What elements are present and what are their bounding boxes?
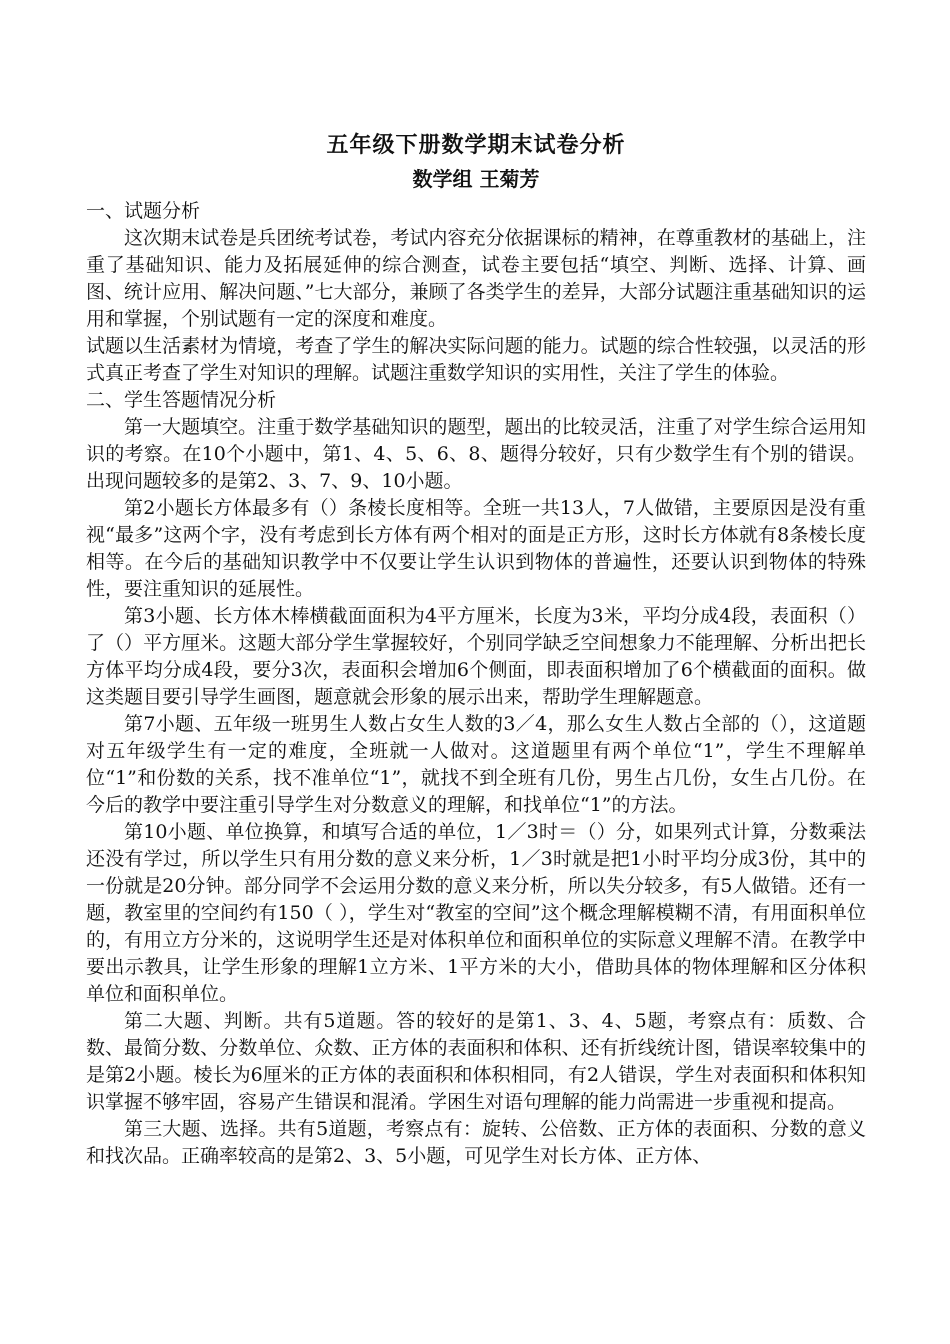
document-author: 数学组 王菊芳 — [412, 167, 540, 191]
section-heading-1: 一、试题分析 — [86, 200, 201, 222]
paragraph: 第10小题、单位换算，和填写合适的单位，1／3时＝（）分，如果列式计算，分数乘法还没有学过，所以学生只有用分数的意义来分析，1／3时就是把1小时平均分成3份，其中的一份就是20分钟。部分同学不会运用分数的意义来分析，所以失分较多，有5人做错。还有一题，教室里的空间约有150（ ），学生对“教室的空间”这个概念理解模糊不清，有用面积单位的，有用立方分米的，这说明学生还是对体积单位和面积单位的实际意义理解不清。在教学中要出示教具，让学生形象的理解1立方米、1平方米的大小，借助具体的物体理解和区分体积 单位和面积单位。 — [86, 821, 866, 1005]
paragraph: 第7小题、五年级一班男生人数占女生人数的3／4，那么女生人数占全部的（），这道题对五年级学生有一定的难度，全班就一人做对。这道题里有两个单位“1”，学生不理解单位“1”和份数的关系，找不准单位“1”，就找不到全班有几份，男生占几份，女生占几份。在今后的教学中要注重引导学生对分数意义的理解，和找单位“1”的方法。 — [86, 713, 866, 816]
paragraph: 试题以生活素材为情境，考查了学生的解决实际问题的能力。试题的综合性较强，以灵活的形式真正考查了学生对知识的理解。试题注重数学知识的实用性，关注了学生的体验。 — [86, 335, 866, 384]
paragraph: 第3小题、长方体木棒横截面面积为4平方厘米，长度为3米，平均分成4段，表面积（）了（）平方厘米。这题大部分学生掌握较好，个别同学缺乏空间想象力不能理解、分析出把长方体平均分成4段，要分3次，表面积会增加6个侧面，即表面积增加了6个横截面的面积。做这类题目要引导学生画图，题意就会形象的展示出来，帮助学生理解题意。 — [86, 605, 866, 708]
paragraph: 第三大题、选择。共有5道题，考察点有：旋转、公倍数、正方体的表面积、分数的意义和找次品。正确率较高的是第2、3、5小题，可见学生对长方体、正方体、 — [86, 1118, 866, 1167]
document-page — [86, 128, 866, 1170]
document-title: 五年级下册数学期末试卷分析 — [326, 132, 626, 158]
paragraph: 第一大题填空。注重于数学基础知识的题型，题出的比较灵活，注重了对学生综合运用知识的考察。在10个小题中，第1、4、5、6、8、题得分较好，只有少数学生有个别的错误。出现问题较多的是第2、3、7、9、10小题。 — [86, 416, 866, 492]
section-heading-2: 二、学生答题情况分析 — [86, 389, 277, 411]
paragraph: 第2小题长方体最多有（）条棱长度相等。全班一共13人，7人做错，主要原因是没有重视“最多”这两个字，没有考虑到长方体有两个相对的面是正方形，这时长方体就有8条棱长度相等。在今后的基础知识教学中不仅要让学生认识到物体的普遍性，还要认识到物体的特殊性，要注重知识的延展性。 — [86, 497, 866, 600]
paragraph: 第二大题、判断。共有5道题。答的较好的是第1、3、4、5题，考察点有：质数、合数、最简分数、分数单位、众数、正方体的表面积和体积、还有折线统计图，错误率较集中的是第2小题。棱长为6厘米的正方体的表面积和体积相同，有2人错误，学生对表面积和体积知识掌握不够牢固，容易产生错误和混淆。学困生对语句理解的能力尚需进一步重视和提高。 — [86, 1010, 866, 1113]
paragraph: 这次期末试卷是兵团统考试卷，考试内容充分依据课标的精神，在尊重教材的基础上，注重了基础知识、能力及拓展延伸的综合测查，试卷主要包括“填空、判断、选择、计算、画图、统计应用、解决问题、”七大部分，兼顾了各类学生的差异，大部分试题注重基础知识的运用和掌握，个别试题有一定的深度和难度。 — [86, 227, 866, 330]
